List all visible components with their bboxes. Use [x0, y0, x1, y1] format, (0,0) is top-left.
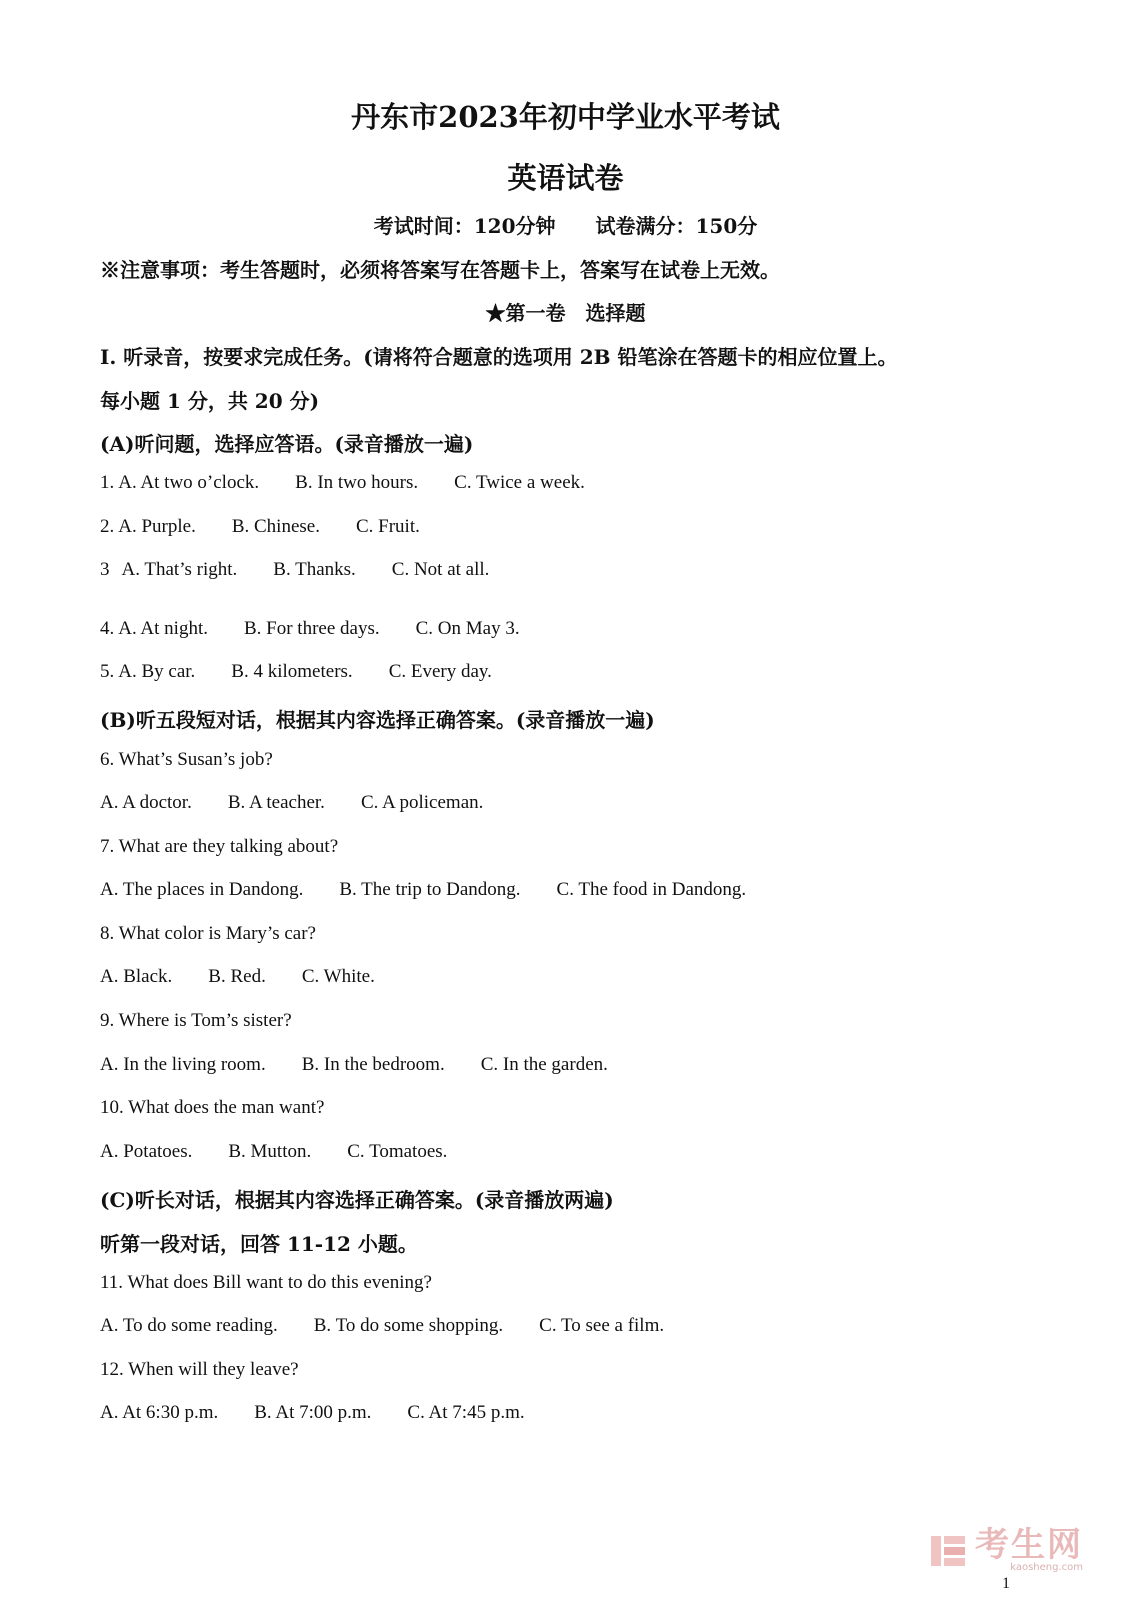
question-stem: 6. What’s Susan’s job?: [100, 749, 273, 770]
option-a: A. Black.: [100, 966, 173, 987]
kaosheng-logo-icon: [929, 1532, 967, 1570]
exam-meta: [0, 210, 1131, 239]
option-c: C. To see a film.: [539, 1315, 665, 1336]
option-row: [100, 1315, 664, 1337]
option-b: B. Thanks.: [273, 559, 356, 580]
option-c: C. At 7:45 p.m.: [407, 1402, 525, 1423]
option-b: B. A teacher.: [227, 792, 325, 813]
option-a: A. In the living room.: [100, 1054, 266, 1075]
question-stem: 11. What does Bill want to do this evening?: [100, 1272, 432, 1293]
option-c: C. Tomatoes.: [347, 1141, 448, 1162]
question-row: [100, 516, 420, 538]
option-c: C. Not at all.: [391, 559, 490, 580]
page-number: 1: [1002, 1575, 1010, 1592]
question-number: 5.: [100, 661, 115, 682]
option-b: B. In the bedroom.: [301, 1054, 445, 1075]
question-row: [100, 618, 520, 640]
option-a: A. At night.: [118, 618, 208, 639]
option-c: C. Every day.: [388, 661, 492, 682]
part-c-heading: (C)听长对话，根据其内容选择正确答案。(录音播放两遍): [100, 1188, 614, 1212]
question-stem: 10. What does the man want?: [100, 1097, 325, 1118]
option-b: B. Red.: [208, 966, 266, 987]
option-a: A. At two o’clock.: [118, 472, 260, 493]
option-b: B. Mutton.: [228, 1141, 312, 1162]
question-stem: 12. When will they leave?: [100, 1359, 299, 1380]
option-b: B. At 7:00 p.m.: [254, 1402, 372, 1423]
question-stem: 7. What are they talking about?: [100, 836, 339, 857]
question-number: 3: [100, 559, 110, 580]
option-c: C. In the garden.: [480, 1054, 608, 1075]
option-row: [100, 1402, 525, 1424]
option-c: C. On May 3.: [415, 618, 520, 639]
option-b: B. In two hours.: [295, 472, 419, 493]
section-heading-line2: 每小题 1 分，共 20 分): [100, 389, 320, 413]
option-a: A. To do some reading.: [100, 1315, 278, 1336]
exam-subtitle: 英语试卷: [507, 161, 624, 195]
option-b: B. To do some shopping.: [313, 1315, 504, 1336]
question-row: [100, 472, 585, 494]
notice: ※注意事项：考生答题时，必须将答案写在答题卡上，答案写在试卷上无效。: [100, 258, 780, 282]
part-a-heading: (A)听问题，选择应答语。(录音播放一遍): [100, 432, 474, 456]
option-c: C. Twice a week.: [454, 472, 585, 493]
question-number: 2.: [100, 516, 115, 537]
question-number: 4.: [100, 618, 115, 639]
option-c: C. White.: [301, 966, 375, 987]
exam-time: 考试时间：120分钟: [373, 214, 556, 238]
option-b: B. For three days.: [243, 618, 380, 639]
option-b: B. The trip to Dandong.: [339, 879, 521, 900]
option-c: C. A policeman.: [360, 792, 484, 813]
option-c: C. The food in Dandong.: [556, 879, 747, 900]
option-row: [100, 966, 375, 988]
option-b: B. Chinese.: [231, 516, 320, 537]
question-stem: 8. What color is Mary’s car?: [100, 923, 316, 944]
exam-score: 试卷满分：150分: [595, 214, 758, 238]
question-row: [100, 661, 492, 683]
part-title: ★第一卷 选择题: [485, 301, 646, 325]
watermark-name: 考生网: [975, 1525, 1083, 1565]
option-a: A. The places in Dandong.: [100, 879, 304, 900]
watermark: [929, 1525, 1083, 1573]
option-row: [100, 879, 746, 901]
option-a: A. By car.: [118, 661, 196, 682]
part-b-heading: (B)听五段短对话，根据其内容选择正确答案。(录音播放一遍): [100, 708, 655, 732]
option-row: [100, 792, 483, 814]
question-number: 1.: [100, 472, 115, 493]
option-row: [100, 1054, 608, 1076]
option-a: A. That’s right.: [121, 559, 238, 580]
option-a: A. Potatoes.: [100, 1141, 193, 1162]
option-c: C. Fruit.: [355, 516, 420, 537]
exam-title: 丹东市2023年初中学业水平考试: [351, 100, 780, 134]
option-a: A. Purple.: [118, 516, 196, 537]
option-b: B. 4 kilometers.: [231, 661, 353, 682]
section-heading-line1: Ⅰ. 听录音，按要求完成任务。(请将符合题意的选项用 2B 铅笔涂在答题卡的相应位置上。: [100, 345, 898, 369]
watermark-domain: kaosheng.com: [1010, 1562, 1083, 1573]
question-row: [100, 559, 489, 581]
option-a: A. At 6:30 p.m.: [100, 1402, 219, 1423]
option-row: [100, 1141, 447, 1163]
part-c-subheading: 听第一段对话，回答 11-12 小题。: [100, 1232, 418, 1256]
question-stem: 9. Where is Tom’s sister?: [100, 1010, 292, 1031]
option-a: A. A doctor.: [100, 792, 192, 813]
